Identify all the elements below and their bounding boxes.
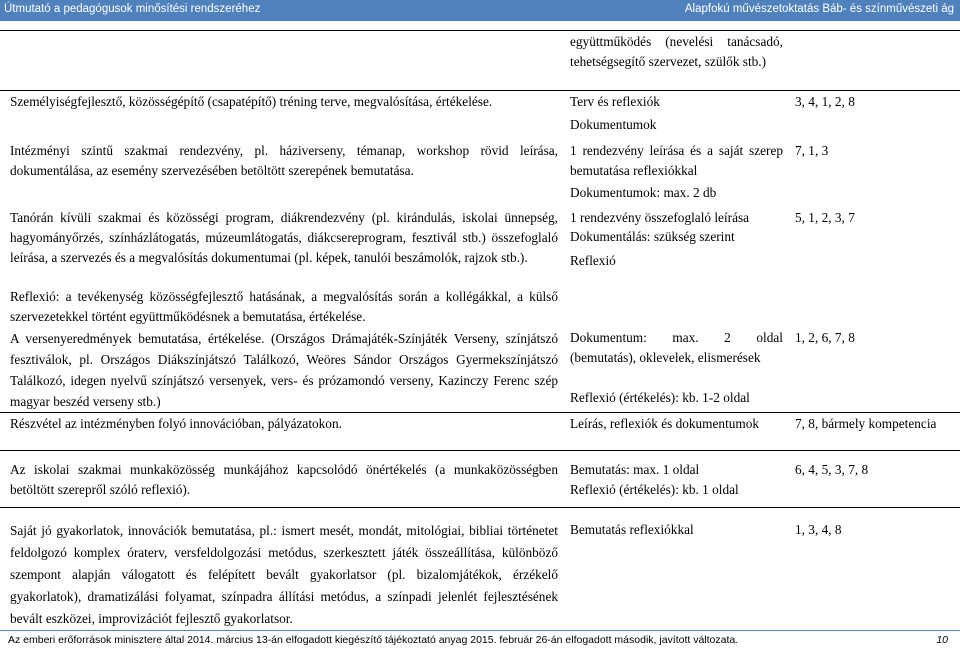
row-divider [0, 507, 960, 508]
activity-cell: Személyiségfejlesztő, közösségépítő (csapatépítő) tréning terve, megvalósítása, értékelése. [10, 94, 493, 109]
activity-cell: A versenyeredmények bemutatása, értékelése. (Országos Drámajáték-Színjáték Verseny, színjátszó fesztiválok, pl. Országos Diákszínjátszó Találkozó, Weöres Sándor Országos Gyermekszínjátszó Találkozó, idegen nyelvű színjátszó versenyek, vers- és prózamondó verseny, Kazinczy Ferenc szép magyar beszéd verseny stb.) [10, 331, 558, 409]
competency-cell: 3, 4, 1, 2, 8 [795, 94, 855, 109]
activity-cell: Az iskolai szakmai munkaközösség munkájához kapcsolódó önértékelés (a munkaközösségben betöltött szerepről szóló reflexió). [10, 462, 558, 497]
page-header [0, 0, 960, 21]
competency-cell: 7, 8, bármely kompetencia [795, 416, 937, 431]
method-cell: Terv és reflexiók [570, 94, 660, 109]
row-divider [0, 90, 960, 91]
row-divider [0, 450, 960, 451]
competency-cell: 7, 1, 3 [795, 143, 829, 158]
method-cell: együttműködés (nevelési tanácsadó, tehetségsegítő szervezet, szülők stb.) [570, 34, 783, 69]
method-cell: 1 rendezvény összefoglaló leírása [570, 210, 750, 225]
header-document-title: Útmutató a pedagógusok minősítési rendszeréhez [4, 3, 261, 15]
method-cell: Reflexió [570, 253, 616, 268]
method-cell: 1 rendezvény leírása és a saját szerep bemutatása reflexiókkal [570, 143, 783, 178]
row-divider [0, 412, 960, 413]
method-cell: Dokumentumok [570, 117, 657, 132]
activity-cell: Tanórán kívüli szakmai és közösségi program, diákrendezvény (pl. kirándulás, iskolai ünnepség, hagyományőrzés, színházlátogatás, múzeumlátogatás, diákcsereprogram, fesztivál stb.) összefoglaló leírása, a szervezés és a megvalósítás dokumentumai (pl. képek, tanulói beszámolók, rajzok stb.). [10, 210, 558, 265]
method-cell: Dokumentumok: max. 2 db [570, 185, 717, 200]
method-cell: Leírás, reflexiók és dokumentumok [570, 416, 760, 431]
method-cell: Bemutatás: max. 1 oldal [570, 462, 700, 477]
method-cell: Dokumentum: max. 2 oldal (bemutatás), oklevelek, elismerések [570, 330, 783, 365]
competency-cell: 1, 2, 6, 7, 8 [795, 330, 855, 345]
activity-cell: Részvétel az intézményben folyó innovációban, pályázatokon. [10, 416, 342, 431]
method-cell: Bemutatás reflexiókkal [570, 522, 694, 537]
page-number: 10 [936, 634, 948, 646]
method-cell: Reflexió (értékelés): kb. 1-2 oldal [570, 390, 750, 405]
row-divider [0, 30, 960, 31]
header-section-title: Alapfokú művészetoktatás Báb- és színművészeti ág [684, 3, 954, 15]
activity-cell: Reflexió: a tevékenység közösségfejlesztő hatásának, a megvalósítás során a kollégákkal, a külső szervezetekkel történt együttműködésnek a bemutatása, értékelése. [10, 289, 558, 324]
method-cell: Dokumentálás: szükség szerint [570, 229, 735, 244]
activity-cell: Intézményi szintű szakmai rendezvény, pl. háziverseny, témanap, workshop rövid leírása, dokumentálása, az esemény szervezésében betöltött szerepének bemutatása. [10, 143, 558, 178]
competency-cell: 5, 1, 2, 3, 7 [795, 210, 855, 225]
activity-cell: Saját jó gyakorlatok, innovációk bemutatása, pl.: ismert mesét, mondát, mitológiai, bibliai történetet feldolgozó komplex óraterv, versfeldolgozási metódus, szerkesztett játék összeállítása, különböző szempont alapján válogatott és felépített bevált gyakorlatsor (pl. bizalomjátékok, érzékelő gyakorlatok), dramatizálási folyamat, színpadra állítási metódus, a színpadi jelenlét fejlesztésének bevált eszközei, improvizációt fejlesztő gyakorlatsor. [10, 523, 558, 626]
page-footer [0, 630, 960, 648]
method-cell: Reflexió (értékelés): kb. 1 oldal [570, 482, 739, 497]
footer-note: Az emberi erőforrások minisztere által 2014. március 13-án elfogadott kiegészítő tájékoztató anyag 2015. február 26-án elfogadott második, javított változata. [8, 634, 739, 646]
competency-cell: 1, 3, 4, 8 [795, 522, 842, 537]
competency-cell: 6, 4, 5, 3, 7, 8 [795, 462, 869, 477]
